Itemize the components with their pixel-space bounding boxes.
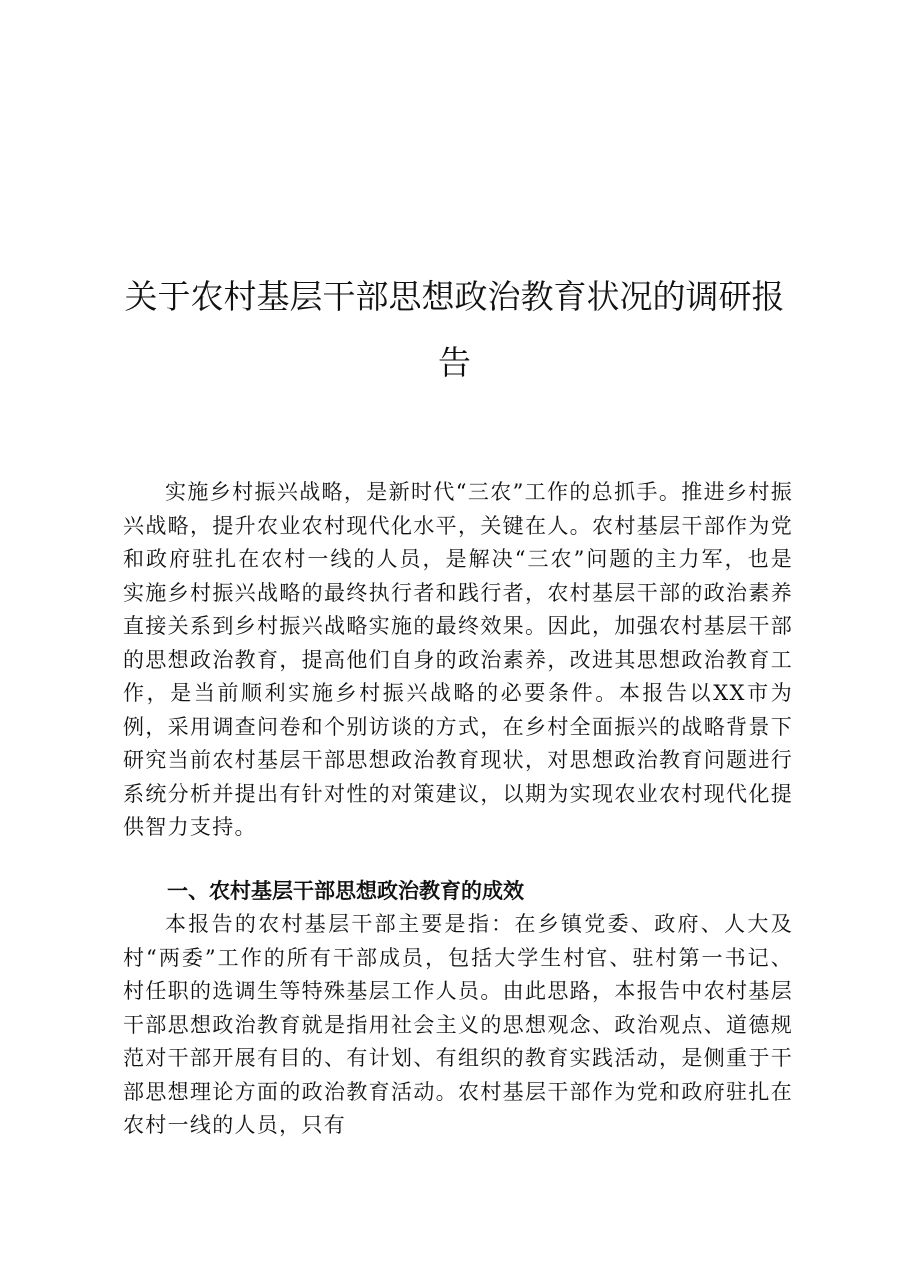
intro-paragraph: 实施乡村振兴战略，是新时代“三农”工作的总抓手。推进乡村振兴战略，提升农业农村现代化水平，关键在人。农村基层干部作为党和政府驻扎在农村一线的人员，是解决“三农”问题的主力军，也是实施乡村振兴战略的最终执行者和践行者，农村基层干部的政治素养直接关系到乡村振兴战略实施的最终效果。因此，加强农村基层干部的思想政治教育，提高他们自身的政治素养，改进其思想政治教育工作，是当前顺利实施乡村振兴战略的必要条件。本报告以XX市为例，采用调查问卷和个别访谈的方式，在乡村全面振兴的战略背景下研究当前农村基层干部思想政治教育现状，对思想政治教育问题进行系统分析并提出有针对性的对策建议，以期为实现农业农村现代化提供智力支持。 bbox=[123, 480, 793, 839]
document-title-line-2: 告 bbox=[438, 343, 471, 382]
document-title-line-1: 关于农村基层干部思想政治教育状况的调研报 bbox=[124, 277, 785, 316]
section-heading-1: 一、农村基层干部思想政治教育的成效 bbox=[167, 879, 524, 903]
section-1-paragraph: 本报告的农村基层干部主要是指：在乡镇党委、政府、人大及村“两委”工作的所有干部成员，包括大学生村官、驻村第一书记、村任职的选调生等特殊基层工作人员。由此思路，本报告中农村基层干部思想政治教育就是指用社会主义的思想观念、政治观点、道德规范对干部开展有目的、有计划、有组织的教育实践活动，是侧重于干部思想理论方面的政治教育活动。农村基层干部作为党和政府驻扎在农村一线的人员，只有 bbox=[123, 912, 793, 1137]
